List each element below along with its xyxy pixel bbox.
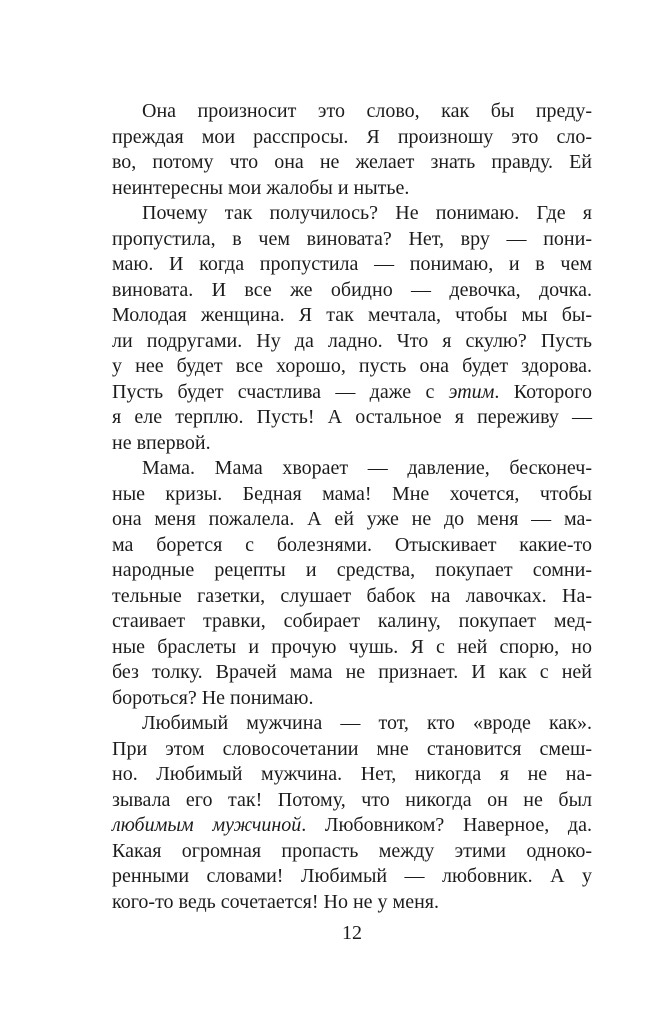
- text-line: виновата. И все же обидно — девочка, дочка.: [112, 278, 592, 301]
- text-line: стаивает травки, собирает калину, покупает мед-: [112, 610, 592, 632]
- text-line: любимым мужчиной. Любовником? Наверное, да.: [112, 814, 592, 836]
- text-line: бороться? Не понимаю.: [112, 686, 314, 709]
- text-line: При этом словосочетании мне становится смеш-: [112, 737, 592, 760]
- text-line: ма борется с болезнями. Отыскивает какие-то: [112, 533, 592, 556]
- text-line: ные кризы. Бедная мама! Мне хочется, чтобы: [112, 482, 592, 505]
- text-line: но. Любимый мужчина. Нет, никогда я не на-: [112, 763, 592, 785]
- text-line: ли подругами. Ну да ладно. Что я скулю? Пусть: [112, 329, 592, 352]
- text-line: ные браслеты и прочую чушь. Я с ней спорю, но: [112, 635, 592, 658]
- text-line: кого-то ведь сочетается! Но не у меня.: [112, 890, 439, 913]
- page-number: 12: [342, 922, 362, 944]
- text-line: во, потому что она не желает знать правду. Ей: [112, 151, 592, 173]
- text-line: тельные газетки, слушает бабок на лавочках. На-: [112, 584, 592, 607]
- text-line: не впервой.: [112, 431, 211, 454]
- text-line: ренными словами! Любимый — любовник. А у: [112, 865, 592, 887]
- text-line: Мама. Мама хворает — давление, бесконеч-: [142, 457, 592, 479]
- text-line: Какая огромная пропасть между этими одноко-: [112, 839, 592, 862]
- text-line: без толку. Врачей мама не признает. И как с ней: [112, 661, 592, 683]
- page-text: [112, 99, 592, 915]
- italic-text: этим: [448, 380, 495, 403]
- text-line: она меня пожалела. А ей уже не до меня — ма-: [112, 508, 592, 530]
- text-line: неинтересны мои жалобы и нытье.: [112, 176, 410, 199]
- italic-text: любимым мужчиной: [112, 814, 302, 836]
- text-line: Пусть будет счастлива — даже с этим. Которого: [112, 380, 592, 403]
- text-line: народные рецепты и средства, покупает сомни-: [112, 559, 592, 581]
- text-line: маю. И когда пропустила — понимаю, и в чем: [112, 253, 592, 275]
- text-line: Почему так получилось? Не понимаю. Где я: [142, 202, 592, 224]
- text-line: Любимый мужчина — тот, кто «вроде как».: [142, 712, 592, 734]
- text-line: зывала его так! Потому, что никогда он не был: [112, 788, 592, 811]
- text-line: у нее будет все хорошо, пусть она будет здорова.: [112, 355, 592, 377]
- text-line: преждая мои расспросы. Я произношу это сло-: [112, 125, 592, 148]
- text-line: Она произносит это слово, как бы преду-: [142, 100, 592, 122]
- text-line: Молодая женщина. Я так мечтала, чтобы мы бы-: [112, 304, 592, 326]
- text-line: я еле терплю. Пусть! А остальное я переживу —: [112, 406, 592, 428]
- text-line: пропустила, в чем виновата? Нет, вру — пони-: [112, 227, 592, 250]
